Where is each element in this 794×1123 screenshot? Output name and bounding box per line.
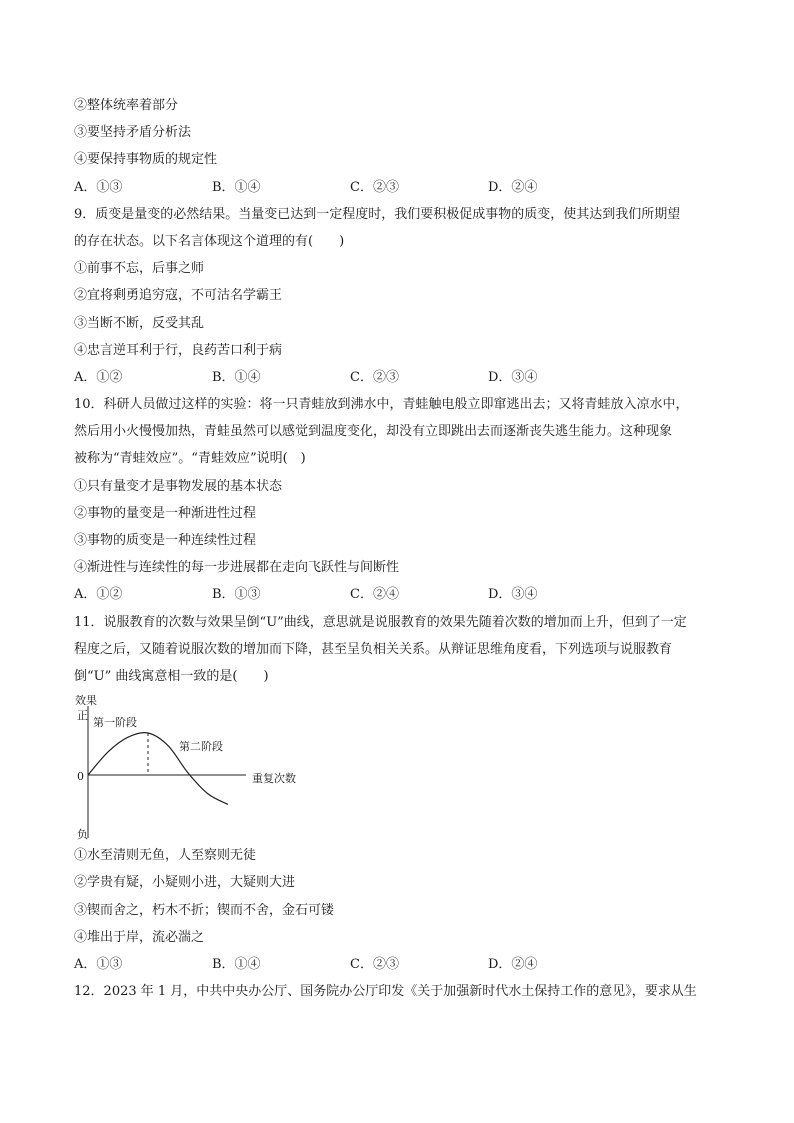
q10-option-b[interactable]: B．①③ [212, 587, 261, 603]
q11-item-3: ③锲而舍之，朽木不折；锲而不舍，金石可镂 [74, 902, 335, 918]
q10-option-c[interactable]: C．②④ [350, 587, 399, 603]
question-9 [74, 201, 734, 391]
chart-ylabel: 效果 [75, 694, 97, 708]
chart-ytick-zero: 0 [77, 770, 84, 784]
q11-option-c[interactable]: C．②③ [350, 956, 399, 972]
q9-options [74, 364, 734, 391]
q9-item-2: ②宜将剩勇追穷寇，不可沽名学霸王 [74, 288, 283, 304]
q8-option-d[interactable]: D．②④ [488, 179, 538, 195]
q8-option-a[interactable]: A．①③ [74, 179, 123, 195]
q10-item-3: ③事物的质变是一种连续性过程 [74, 533, 257, 548]
question-10 [74, 391, 734, 609]
q9-stem-line-2: 的存在状态。以下名言体现这个道理的有( ) [74, 233, 345, 249]
q11-item-4: ④堆出于岸，流必湍之 [74, 929, 205, 945]
question-11 [74, 609, 734, 979]
exam-page [74, 92, 734, 1005]
q11-item-1: ①水至清则无鱼，人至察则无徒 [74, 848, 257, 864]
chart-ytick-positive: 正 [77, 709, 88, 723]
q12-stem-line-1: 12．2023 年 1 月，中共中央办公厅、国务院办公厅印发《关于加强新时代水土保持工作的意见》，要求从生 [74, 984, 697, 1000]
q11-stem-line-1: 11．说服教育的次数与效果呈倒“U”曲线，意思就是说服教育的效果先随着次数的增加而上升，但到了一定 [74, 614, 687, 630]
q8-options [74, 174, 734, 201]
q8-item-2: ②整体统率着部分 [74, 98, 179, 113]
q9-item-1: ①前事不忘，后事之师 [74, 261, 205, 277]
chart-annotation-stage-1: 第一阶段 [93, 716, 137, 730]
question-12 [74, 978, 734, 1005]
inverted-u-chart [74, 692, 734, 842]
q11-options [74, 951, 734, 978]
q10-item-2: ②事物的量变是一种渐进性过程 [74, 505, 257, 521]
chart-annotation-stage-2: 第二阶段 [179, 740, 223, 754]
q9-option-b[interactable]: B．①④ [212, 369, 261, 385]
chart-xlabel: 重复次数 [252, 772, 296, 786]
q9-option-c[interactable]: C．②③ [350, 369, 399, 385]
question-8 [74, 92, 734, 201]
q10-item-1: ①只有量变才是事物发展的基本状态 [74, 478, 283, 494]
q8-item-4: ④要保持事物质的规定性 [74, 152, 218, 168]
q10-option-a[interactable]: A．①② [74, 587, 123, 603]
q10-item-4: ④渐进性与连续性的每一步进展都在走向飞跃性与间断性 [74, 560, 400, 576]
q11-stem-line-3: 倒“U” 曲线寓意相一致的是( ) [74, 668, 269, 684]
q9-item-3: ③当断不断，反受其乱 [74, 315, 205, 331]
q10-options [74, 581, 734, 608]
q11-option-a[interactable]: A．①③ [74, 956, 123, 972]
q10-stem-line-2: 然后用小火慢慢加热，青蛙虽然可以感觉到温度变化，却没有立即跳出去而逐渐丧失逃生能力。这种现象 [74, 424, 673, 440]
q9-option-a[interactable]: A．①② [74, 369, 123, 385]
q11-option-b[interactable]: B．①④ [212, 956, 261, 972]
q9-stem-line-1: 9．质变是量变的必然结果。当量变已达到一定程度时，我们要积极促成事物的质变，使其达到我们所期望 [74, 206, 681, 222]
q10-stem-line-1: 10．科研人员做过这样的实验：将一只青蛙放到沸水中，青蛙触电般立即窜逃出去；又将青蛙放入凉水中， [74, 397, 689, 413]
q8-option-c[interactable]: C．②③ [350, 179, 399, 195]
q9-option-d[interactable]: D．③④ [488, 369, 538, 385]
q9-item-4: ④忠言逆耳利于行，良药苦口利于病 [74, 342, 283, 358]
q11-option-d[interactable]: D．②④ [488, 956, 538, 972]
chart-ytick-negative: 负 [77, 828, 88, 842]
q11-stem-line-2: 程度之后，又随着说服次数的增加而下降，甚至呈负相关关系。从辩证思维角度看，下列选项与说服教育 [74, 641, 673, 657]
q8-item-3: ③要坚持矛盾分析法 [74, 125, 192, 141]
q8-option-b[interactable]: B．①④ [212, 179, 261, 195]
q10-stem-line-3: 被称为“青蛙效应”。“青蛙效应”说明( ) [74, 451, 306, 467]
q10-option-d[interactable]: D．③④ [488, 587, 538, 603]
q11-item-2: ②学贵有疑，小疑则小进，大疑则大进 [74, 875, 296, 891]
